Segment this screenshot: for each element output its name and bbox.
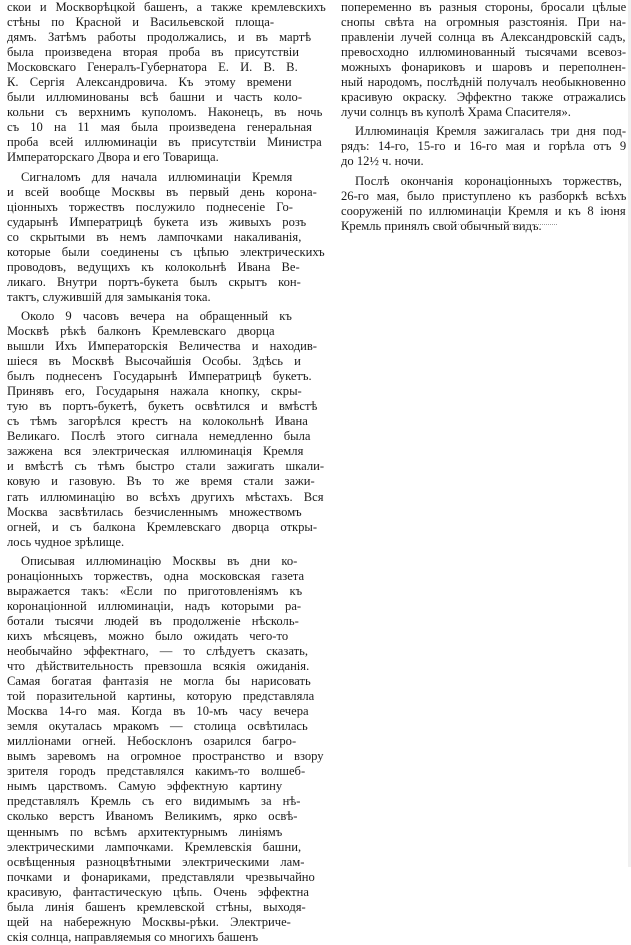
text-line: щей на набережную Москвы-рѣки. Электриче- <box>7 914 291 929</box>
text-line: кольни съ верхнимъ куполомъ. Наконецъ, въ ночь <box>7 105 323 120</box>
text-line: была линія башенъ кремлевской стѣны, выходя- <box>7 899 306 914</box>
text-line: были иллюминованы всѣ башни и часть коло- <box>7 90 303 105</box>
text-line: былъ поднесенъ Государынѣ Императрицѣ букетъ. <box>7 369 312 384</box>
text-line: лучи солнцъ въ куполѣ Храма Спасителя». <box>341 105 571 120</box>
text-line: красивую окраску. Эффектно также отражались <box>341 90 626 105</box>
paragraph-illumination-dates <box>341 124 626 169</box>
text-line: шіеся въ Москвѣ Высочайшія Особы. Здѣсь и <box>7 354 301 369</box>
text-line: вышли Ихъ Императорскія Величества и находив- <box>7 339 318 354</box>
text-line: проводовъ, ведущихъ къ колокольнѣ Ивана Ве- <box>7 259 300 274</box>
text-line: Описывая иллюминацію Москвы въ дни ко- <box>21 553 298 568</box>
text-line: дямъ. Затѣмъ работы продолжались, и въ мартѣ <box>7 30 312 45</box>
text-line: земля окуталась мракомъ — столица освѣтилась <box>7 719 308 734</box>
text-line: рядъ: 14-го, 15-го и 16-го мая и горѣла отъ 9 <box>341 139 626 154</box>
text-line: и вмѣстѣ съ тѣмъ быстро стали зажигать шкали- <box>7 459 325 474</box>
text-line: которые были соединены съ цѣпью электрическихъ <box>7 244 325 259</box>
text-line: щеннымъ по всѣмъ архитектурнымъ линіямъ <box>7 824 283 839</box>
text-line: ціонныхъ торжествъ послужило поднесеніе Го- <box>7 199 293 214</box>
text-line: Москвѣ рѣкѣ балконъ Кремлевскаго дворца <box>7 323 275 338</box>
paragraph-signal-bouquet <box>7 170 326 305</box>
right-text-column <box>341 0 626 234</box>
text-line: сколько верстъ Иваномъ Великимъ, ярко освѣ- <box>7 809 298 824</box>
text-line: необычайно эффектнаго, — то слѣдуетъ сказать, <box>7 643 309 658</box>
text-line: стѣны по Красной и Васильевской площа- <box>7 15 275 30</box>
text-line: огней, и съ балкона Кремлевскаго дворца откры- <box>7 519 318 534</box>
text-line: Принявъ его, Государыня нажала кнопку, скры- <box>7 384 302 399</box>
text-line: кихъ мѣсяцевъ, можно было ожидать чего-то <box>7 628 289 643</box>
text-line: Около 9 часовъ вечера на обращенный къ <box>21 308 292 323</box>
text-line: ковую и газовую. Въ то же время стали зажи- <box>7 474 315 489</box>
text-line: выражается такъ: «Если по приготовленіямъ къ <box>7 583 303 598</box>
text-line: электрическими лампочками. Кремлевскія башни, <box>7 839 302 854</box>
text-line: 26-го мая, было приступлено къ разборкѣ всѣхъ <box>341 188 626 203</box>
text-line: вымъ заревомъ на огромное пространство и взору <box>7 749 324 764</box>
paragraph-balcony-ceremony <box>7 309 326 550</box>
text-line: снопы свѣта на огромныя разстоянія. При на- <box>341 15 626 30</box>
text-line: съ тѣмъ загорѣлся крестъ на колокольнѣ Ивана <box>7 414 308 429</box>
text-line: сударынѣ Императрицѣ букета изъ живыхъ розъ <box>7 214 307 229</box>
text-line: зрителя городъ представлялся какимъ-то волшеб- <box>7 764 306 779</box>
text-line: К. Сергія Александровича. Къ этому времени <box>7 75 292 90</box>
text-line: нымъ царствомъ. Самую эффектную картину <box>7 779 283 794</box>
text-line: что дѣйствительность превзошла всякія ожиданія. <box>7 659 310 674</box>
text-line: ботали тысячи людей въ продолженіе нѣсколь- <box>7 613 299 628</box>
text-line: ликаго. Внутри портъ-букета былъ скрытъ кон- <box>7 274 301 289</box>
text-line: тактъ, служившій для замыканія тока. <box>7 289 211 304</box>
text-line: была произведена вторая проба въ присутствіи <box>7 45 300 60</box>
text-line: коронаціонной иллюминаціи, надъ которыми ра- <box>7 598 302 613</box>
text-line: гать иллюминацію во всѣхъ другихъ мѣстахъ. Вся <box>7 489 324 504</box>
left-text-column <box>7 0 326 945</box>
text-line: Москва засвѣтилась безчисленнымъ множествомъ <box>7 504 302 519</box>
text-line: Кремль принялъ свой обычный видъ. <box>341 218 542 233</box>
text-line: освѣщенныя разноцвѣтными электрическими лам- <box>7 854 305 869</box>
text-line: Московскаго Генералъ-Губернатора Е. И. В. В. <box>7 60 298 75</box>
section-end-dotted-rule <box>437 224 557 225</box>
text-line: той поразительной картины, которую представляла <box>7 689 315 704</box>
text-line: Иллюминація Кремля зажигалась три дня под- <box>355 124 626 139</box>
text-line: и всей вообще Москвы въ первый день корона- <box>7 184 317 199</box>
text-line: до 12½ ч. ночи. <box>341 154 424 169</box>
text-line: съ 10 на 11 мая была произведена генеральная <box>7 120 312 135</box>
text-line: можныхъ фонариковъ и шаровъ и переполнен- <box>341 60 626 75</box>
text-line: скои и Москворѣцкой башенъ, а также кремлевскихъ <box>7 0 326 14</box>
text-line: почками и фонариками, представляли чрезвычайно <box>7 869 315 884</box>
text-line: сооруженій по иллюминаціи Кремля и къ 8 іюня <box>341 203 626 218</box>
text-line: Императорскаго Двора и его Товарища. <box>7 150 219 165</box>
text-line: Великаго. Послѣ этого сигнала немедленно была <box>7 429 311 444</box>
text-line: Москва 14-го мая. Когда въ 10-мъ часу вечера <box>7 704 309 719</box>
text-line: правленіи лучей солнца въ Александровскій садъ, <box>341 30 626 45</box>
text-line: зажжена вся электрическая иллюминація Кремля <box>7 444 304 459</box>
text-line: лось чудное зрѣлище. <box>7 534 125 549</box>
paragraph-newspaper-quote <box>7 554 326 945</box>
paragraph-quote-continuation <box>341 0 626 120</box>
text-line: ронаціонныхъ торжествъ, одна московская газета <box>7 568 305 583</box>
text-line: проба всей иллюминаціи въ присутствіи Министра <box>7 135 322 150</box>
text-line: красивую, фантастическую цѣпь. Очень эффектна <box>7 884 310 899</box>
text-line: милліонами огней. Небосклонъ озарился багро- <box>7 734 297 749</box>
text-line: со скрытыми въ немъ лампочками накаливанія, <box>7 229 302 244</box>
text-line: Самая богатая фантазія не могла бы нарисовать <box>7 674 311 689</box>
text-line: тую въ портъ-букетѣ, букетъ освѣтился и вмѣстѣ <box>7 399 318 414</box>
text-line: Послѣ окончанія коронаціонныхъ торжествъ, <box>355 173 622 188</box>
text-line: попеременно въ разныя стороны, бросали цѣлые <box>341 0 626 14</box>
text-line: Сигналомъ для начала иллюминаціи Кремля <box>21 169 293 184</box>
text-line: представлялъ Кремль съ его видимымъ за нѣ- <box>7 794 301 809</box>
text-line: ный народомъ, послѣдній получалъ необыкновенно <box>341 75 626 90</box>
text-line: превосходно иллюминованный тысячами всевоз- <box>341 45 626 60</box>
paragraph-preparation-end <box>7 0 326 166</box>
text-line: скія солнца, направляемыя со многихъ башенъ <box>7 929 259 944</box>
